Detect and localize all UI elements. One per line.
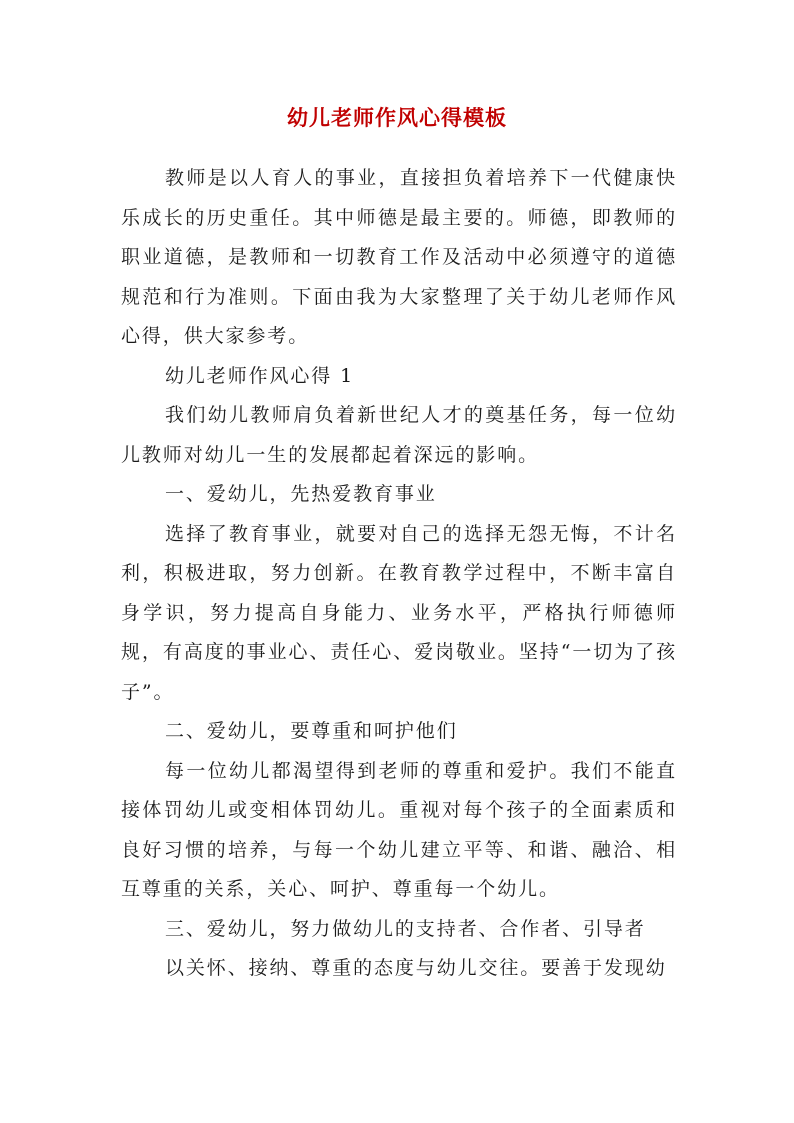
body-paragraph: 选择了教育事业，就要对自己的选择无怨无悔，不计名利，积极进取，努力创新。在教育教学过程中，不断丰富自身学识，努力提高自身能力、业务水平，严格执行师德师规，有高度的事业心、责任心、爱岗敬业。坚持“一切为了孩子”。: [121, 522, 677, 703]
subheading-2: 二、爱幼儿，要尊重和呵护他们: [165, 720, 458, 742]
subheading-3: 三、爱幼儿，努力做幼儿的支持者、合作者、引导者: [165, 917, 646, 940]
subheading-1: 一、爱幼儿，先热爱教育事业: [165, 483, 437, 505]
document-body: [121, 159, 677, 989]
body-paragraph: 以关怀、接纳、尊重的态度与幼儿交往。要善于发现幼: [165, 957, 667, 979]
document-title: 幼儿老师作风心得模板: [287, 105, 507, 130]
section-heading-1: 幼儿老师作风心得 1: [165, 364, 355, 387]
body-paragraph: 我们幼儿教师肩负着新世纪人才的奠基任务，每一位幼儿教师对幼儿一生的发展都起着深远的影响。: [121, 404, 677, 466]
intro-paragraph: 教师是以人育人的事业，直接担负着培养下一代健康快乐成长的历史重任。其中师德是最主要的。师德，即教师的职业道德，是教师和一切教育工作及活动中必须遵守的道德规范和行为准则。下面由我为大家整理了关于幼儿老师作风心得，供大家参考。: [121, 167, 677, 347]
body-paragraph: 每一位幼儿都渴望得到老师的尊重和爱护。我们不能直接体罚幼儿或变相体罚幼儿。重视对每个孩子的全面素质和良好习惯的培养，与每一个幼儿建立平等、和谐、融洽、相互尊重的关系，关心、呵护、尊重每一个幼儿。: [121, 759, 677, 900]
